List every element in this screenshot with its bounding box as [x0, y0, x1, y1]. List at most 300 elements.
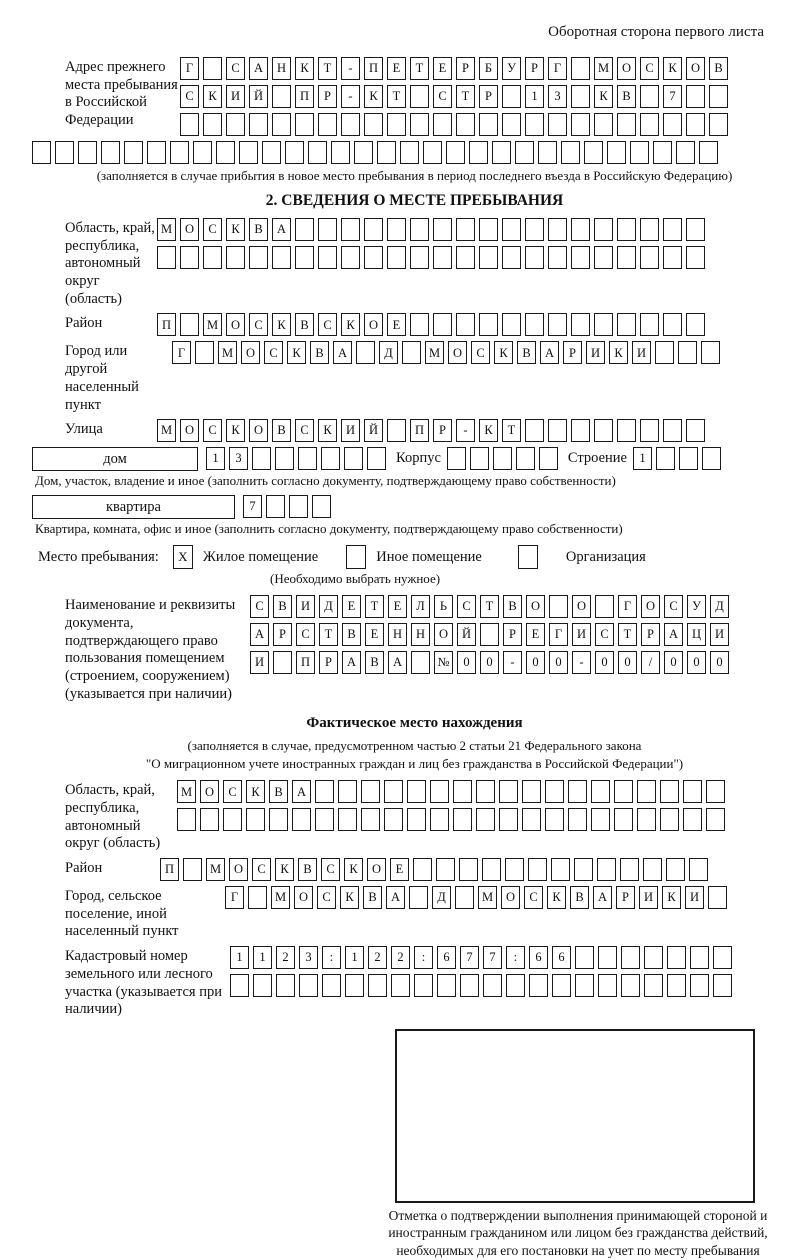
char-cell[interactable]: О	[448, 341, 467, 364]
char-cell[interactable]	[377, 141, 396, 164]
char-cell[interactable]: К	[609, 341, 628, 364]
char-cell[interactable]	[690, 974, 709, 997]
char-cell[interactable]	[147, 141, 166, 164]
char-cell[interactable]: М	[218, 341, 237, 364]
char-cell[interactable]: Г	[225, 886, 244, 909]
char-cell[interactable]: К	[494, 341, 513, 364]
char-cell[interactable]: Р	[616, 886, 635, 909]
char-cell[interactable]: Й	[249, 85, 268, 108]
char-cell[interactable]	[545, 780, 564, 803]
char-cell[interactable]: С	[250, 595, 269, 618]
char-cell[interactable]	[690, 946, 709, 969]
char-cell[interactable]: А	[593, 886, 612, 909]
char-cell[interactable]: А	[272, 218, 291, 241]
char-cell[interactable]	[266, 495, 285, 518]
char-cell[interactable]: И	[572, 623, 591, 646]
char-cell[interactable]: Р	[273, 623, 292, 646]
char-cell[interactable]	[686, 113, 705, 136]
char-cell[interactable]: Р	[456, 57, 475, 80]
char-cell[interactable]: Ц	[687, 623, 706, 646]
char-cell[interactable]: Д	[379, 341, 398, 364]
char-cell[interactable]: В	[272, 419, 291, 442]
char-cell[interactable]	[410, 246, 429, 269]
char-cell[interactable]: 0	[710, 651, 729, 674]
char-cell[interactable]	[470, 447, 489, 470]
char-cell[interactable]	[480, 623, 499, 646]
char-cell[interactable]	[272, 113, 291, 136]
char-cell[interactable]	[354, 141, 373, 164]
char-cell[interactable]	[591, 780, 610, 803]
char-cell[interactable]: С	[524, 886, 543, 909]
char-cell[interactable]	[384, 780, 403, 803]
char-cell[interactable]	[272, 85, 291, 108]
char-cell[interactable]: В	[273, 595, 292, 618]
char-cell[interactable]	[341, 218, 360, 241]
char-cell[interactable]	[249, 113, 268, 136]
char-cell[interactable]	[594, 218, 613, 241]
char-cell[interactable]: С	[249, 313, 268, 336]
char-cell[interactable]	[666, 858, 685, 881]
char-cell[interactable]	[447, 447, 466, 470]
char-cell[interactable]: В	[709, 57, 728, 80]
char-cell[interactable]: С	[471, 341, 490, 364]
char-cell[interactable]: К	[344, 858, 363, 881]
char-cell[interactable]	[455, 886, 474, 909]
char-cell[interactable]	[617, 218, 636, 241]
char-cell[interactable]: Е	[365, 623, 384, 646]
char-cell[interactable]	[276, 974, 295, 997]
char-cell[interactable]: К	[479, 419, 498, 442]
char-cell[interactable]	[157, 246, 176, 269]
char-cell[interactable]: В	[363, 886, 382, 909]
char-cell[interactable]	[660, 808, 679, 831]
char-cell[interactable]	[713, 946, 732, 969]
char-cell[interactable]: Н	[411, 623, 430, 646]
char-cell[interactable]: С	[252, 858, 271, 881]
char-cell[interactable]: С	[296, 623, 315, 646]
char-cell[interactable]	[124, 141, 143, 164]
char-cell[interactable]	[338, 780, 357, 803]
char-cell[interactable]: В	[295, 313, 314, 336]
char-cell[interactable]: А	[333, 341, 352, 364]
char-cell[interactable]	[515, 141, 534, 164]
char-cell[interactable]	[183, 858, 202, 881]
char-cell[interactable]: И	[685, 886, 704, 909]
char-cell[interactable]: 2	[276, 946, 295, 969]
char-cell[interactable]	[621, 946, 640, 969]
char-cell[interactable]: 2	[368, 946, 387, 969]
char-cell[interactable]	[195, 341, 214, 364]
char-cell[interactable]	[391, 974, 410, 997]
char-cell[interactable]: И	[250, 651, 269, 674]
char-cell[interactable]	[249, 246, 268, 269]
char-cell[interactable]: 7	[243, 495, 262, 518]
char-cell[interactable]	[430, 808, 449, 831]
char-cell[interactable]: Т	[618, 623, 637, 646]
char-cell[interactable]	[502, 246, 521, 269]
char-cell[interactable]	[341, 113, 360, 136]
char-cell[interactable]: О	[180, 218, 199, 241]
char-cell[interactable]: Т	[410, 57, 429, 80]
char-cell[interactable]	[663, 419, 682, 442]
char-cell[interactable]	[338, 808, 357, 831]
char-cell[interactable]: К	[594, 85, 613, 108]
char-cell[interactable]	[433, 246, 452, 269]
char-cell[interactable]: 3	[229, 447, 248, 470]
char-cell[interactable]	[246, 808, 265, 831]
char-cell[interactable]	[318, 218, 337, 241]
char-cell[interactable]: 1	[345, 946, 364, 969]
char-cell[interactable]: Е	[387, 313, 406, 336]
stay-option-other-checkbox[interactable]	[346, 545, 366, 569]
char-cell[interactable]	[584, 141, 603, 164]
char-cell[interactable]	[709, 85, 728, 108]
char-cell[interactable]	[387, 113, 406, 136]
char-cell[interactable]: М	[594, 57, 613, 80]
char-cell[interactable]	[571, 246, 590, 269]
char-cell[interactable]	[640, 113, 659, 136]
char-cell[interactable]: О	[200, 780, 219, 803]
char-cell[interactable]	[180, 113, 199, 136]
char-cell[interactable]: Д	[432, 886, 451, 909]
char-cell[interactable]: М	[157, 218, 176, 241]
char-cell[interactable]	[548, 419, 567, 442]
char-cell[interactable]: -	[341, 57, 360, 80]
char-cell[interactable]	[595, 595, 614, 618]
stay-option-organization-checkbox[interactable]	[518, 545, 538, 569]
char-cell[interactable]: О	[249, 419, 268, 442]
char-cell[interactable]	[701, 341, 720, 364]
char-cell[interactable]	[456, 246, 475, 269]
char-cell[interactable]: Е	[388, 595, 407, 618]
char-cell[interactable]: №	[434, 651, 453, 674]
char-cell[interactable]: А	[249, 57, 268, 80]
char-cell[interactable]: Г	[548, 57, 567, 80]
char-cell[interactable]: Т	[365, 595, 384, 618]
char-cell[interactable]: С	[295, 419, 314, 442]
char-cell[interactable]: С	[664, 595, 683, 618]
char-cell[interactable]	[479, 113, 498, 136]
char-cell[interactable]	[594, 113, 613, 136]
char-cell[interactable]: К	[272, 313, 291, 336]
char-cell[interactable]: Р	[641, 623, 660, 646]
char-cell[interactable]	[663, 218, 682, 241]
char-cell[interactable]	[322, 974, 341, 997]
char-cell[interactable]	[640, 85, 659, 108]
char-cell[interactable]: Т	[318, 57, 337, 80]
char-cell[interactable]	[617, 313, 636, 336]
char-cell[interactable]	[525, 113, 544, 136]
char-cell[interactable]: А	[342, 651, 361, 674]
char-cell[interactable]	[479, 313, 498, 336]
char-cell[interactable]: :	[414, 946, 433, 969]
char-cell[interactable]: -	[341, 85, 360, 108]
char-cell[interactable]	[516, 447, 535, 470]
char-cell[interactable]: О	[641, 595, 660, 618]
char-cell[interactable]	[598, 974, 617, 997]
char-cell[interactable]: К	[226, 218, 245, 241]
char-cell[interactable]	[252, 447, 271, 470]
char-cell[interactable]	[713, 974, 732, 997]
char-cell[interactable]	[663, 246, 682, 269]
char-cell[interactable]	[571, 113, 590, 136]
char-cell[interactable]	[549, 595, 568, 618]
char-cell[interactable]	[459, 858, 478, 881]
char-cell[interactable]	[248, 886, 267, 909]
char-cell[interactable]: В	[342, 623, 361, 646]
char-cell[interactable]: С	[640, 57, 659, 80]
char-cell[interactable]: Т	[456, 85, 475, 108]
char-cell[interactable]	[522, 808, 541, 831]
char-cell[interactable]: 6	[437, 946, 456, 969]
char-cell[interactable]	[640, 246, 659, 269]
char-cell[interactable]: Г	[549, 623, 568, 646]
char-cell[interactable]	[101, 141, 120, 164]
char-cell[interactable]: Г	[618, 595, 637, 618]
char-cell[interactable]: 7	[483, 946, 502, 969]
char-cell[interactable]	[402, 341, 421, 364]
char-cell[interactable]	[341, 246, 360, 269]
char-cell[interactable]	[643, 858, 662, 881]
char-cell[interactable]: П	[157, 313, 176, 336]
char-cell[interactable]	[430, 780, 449, 803]
char-cell[interactable]: С	[203, 218, 222, 241]
char-cell[interactable]: 6	[552, 946, 571, 969]
char-cell[interactable]: Ь	[434, 595, 453, 618]
char-cell[interactable]	[469, 141, 488, 164]
char-cell[interactable]: О	[501, 886, 520, 909]
char-cell[interactable]: С	[203, 419, 222, 442]
char-cell[interactable]	[663, 313, 682, 336]
char-cell[interactable]	[411, 651, 430, 674]
char-cell[interactable]	[407, 780, 426, 803]
char-cell[interactable]: Р	[319, 651, 338, 674]
char-cell[interactable]: Т	[502, 419, 521, 442]
char-cell[interactable]	[387, 419, 406, 442]
char-cell[interactable]: Е	[390, 858, 409, 881]
char-cell[interactable]: О	[367, 858, 386, 881]
char-cell[interactable]: Е	[526, 623, 545, 646]
char-cell[interactable]	[226, 246, 245, 269]
char-cell[interactable]	[203, 113, 222, 136]
char-cell[interactable]	[483, 974, 502, 997]
char-cell[interactable]	[482, 858, 501, 881]
char-cell[interactable]: 1	[206, 447, 225, 470]
char-cell[interactable]: В	[503, 595, 522, 618]
char-cell[interactable]: К	[226, 419, 245, 442]
char-cell[interactable]: 1	[230, 946, 249, 969]
char-cell[interactable]: С	[457, 595, 476, 618]
char-cell[interactable]: Р	[479, 85, 498, 108]
char-cell[interactable]: С	[264, 341, 283, 364]
char-cell[interactable]	[663, 113, 682, 136]
char-cell[interactable]	[568, 808, 587, 831]
char-cell[interactable]: 1	[253, 946, 272, 969]
char-cell[interactable]	[699, 141, 718, 164]
char-cell[interactable]	[706, 780, 725, 803]
char-cell[interactable]	[361, 808, 380, 831]
char-cell[interactable]	[295, 246, 314, 269]
char-cell[interactable]	[502, 218, 521, 241]
char-cell[interactable]	[453, 808, 472, 831]
char-cell[interactable]: 2	[391, 946, 410, 969]
char-cell[interactable]	[575, 974, 594, 997]
char-cell[interactable]	[203, 57, 222, 80]
char-cell[interactable]	[239, 141, 258, 164]
char-cell[interactable]	[318, 113, 337, 136]
char-cell[interactable]	[275, 447, 294, 470]
char-cell[interactable]	[686, 419, 705, 442]
char-cell[interactable]: К	[547, 886, 566, 909]
char-cell[interactable]: П	[295, 85, 314, 108]
char-cell[interactable]	[689, 858, 708, 881]
char-cell[interactable]	[230, 974, 249, 997]
char-cell[interactable]: М	[425, 341, 444, 364]
char-cell[interactable]	[273, 651, 292, 674]
char-cell[interactable]: О	[294, 886, 313, 909]
char-cell[interactable]: О	[572, 595, 591, 618]
char-cell[interactable]: У	[502, 57, 521, 80]
char-cell[interactable]	[640, 419, 659, 442]
char-cell[interactable]	[180, 246, 199, 269]
char-cell[interactable]: И	[586, 341, 605, 364]
char-cell[interactable]: 6	[529, 946, 548, 969]
char-cell[interactable]: Р	[563, 341, 582, 364]
char-cell[interactable]	[479, 218, 498, 241]
char-cell[interactable]: 1	[525, 85, 544, 108]
char-cell[interactable]	[400, 141, 419, 164]
char-cell[interactable]: 7	[460, 946, 479, 969]
char-cell[interactable]	[598, 946, 617, 969]
char-cell[interactable]: Т	[319, 623, 338, 646]
char-cell[interactable]: М	[157, 419, 176, 442]
char-cell[interactable]	[568, 780, 587, 803]
char-cell[interactable]	[308, 141, 327, 164]
char-cell[interactable]: С	[318, 313, 337, 336]
char-cell[interactable]: О	[364, 313, 383, 336]
char-cell[interactable]	[289, 495, 308, 518]
char-cell[interactable]: О	[229, 858, 248, 881]
char-cell[interactable]	[433, 313, 452, 336]
char-cell[interactable]	[285, 141, 304, 164]
char-cell[interactable]	[384, 808, 403, 831]
char-cell[interactable]	[617, 419, 636, 442]
char-cell[interactable]	[200, 808, 219, 831]
char-cell[interactable]: К	[318, 419, 337, 442]
char-cell[interactable]	[295, 218, 314, 241]
char-cell[interactable]	[676, 141, 695, 164]
char-cell[interactable]	[410, 218, 429, 241]
char-cell[interactable]	[594, 419, 613, 442]
char-cell[interactable]	[356, 341, 375, 364]
char-cell[interactable]	[364, 246, 383, 269]
char-cell[interactable]: М	[478, 886, 497, 909]
char-cell[interactable]	[702, 447, 721, 470]
char-cell[interactable]: 0	[595, 651, 614, 674]
char-cell[interactable]	[506, 974, 525, 997]
char-cell[interactable]: -	[572, 651, 591, 674]
char-cell[interactable]	[686, 218, 705, 241]
char-cell[interactable]: П	[160, 858, 179, 881]
char-cell[interactable]	[551, 858, 570, 881]
char-cell[interactable]	[476, 780, 495, 803]
char-cell[interactable]: А	[540, 341, 559, 364]
char-cell[interactable]	[387, 218, 406, 241]
char-cell[interactable]: 7	[663, 85, 682, 108]
char-cell[interactable]	[617, 113, 636, 136]
char-cell[interactable]: К	[364, 85, 383, 108]
char-cell[interactable]: Г	[172, 341, 191, 364]
char-cell[interactable]: К	[287, 341, 306, 364]
char-cell[interactable]: В	[249, 218, 268, 241]
char-cell[interactable]: Е	[387, 57, 406, 80]
apartment-field-box[interactable]: квартира	[32, 495, 235, 519]
char-cell[interactable]	[410, 85, 429, 108]
char-cell[interactable]	[548, 218, 567, 241]
char-cell[interactable]	[528, 858, 547, 881]
char-cell[interactable]: К	[275, 858, 294, 881]
char-cell[interactable]	[456, 218, 475, 241]
char-cell[interactable]: И	[341, 419, 360, 442]
char-cell[interactable]	[614, 808, 633, 831]
char-cell[interactable]	[522, 780, 541, 803]
char-cell[interactable]	[78, 141, 97, 164]
char-cell[interactable]: В	[570, 886, 589, 909]
char-cell[interactable]	[594, 313, 613, 336]
char-cell[interactable]	[548, 313, 567, 336]
char-cell[interactable]	[571, 313, 590, 336]
char-cell[interactable]: В	[310, 341, 329, 364]
char-cell[interactable]	[318, 246, 337, 269]
char-cell[interactable]	[367, 447, 386, 470]
char-cell[interactable]	[499, 808, 518, 831]
char-cell[interactable]	[253, 974, 272, 997]
char-cell[interactable]	[525, 313, 544, 336]
char-cell[interactable]	[525, 218, 544, 241]
char-cell[interactable]: М	[271, 886, 290, 909]
char-cell[interactable]: О	[241, 341, 260, 364]
char-cell[interactable]	[453, 780, 472, 803]
char-cell[interactable]	[614, 780, 633, 803]
char-cell[interactable]	[591, 808, 610, 831]
char-cell[interactable]: О	[686, 57, 705, 80]
char-cell[interactable]	[653, 141, 672, 164]
char-cell[interactable]: Б	[479, 57, 498, 80]
char-cell[interactable]	[299, 974, 318, 997]
char-cell[interactable]	[708, 886, 727, 909]
char-cell[interactable]: В	[269, 780, 288, 803]
char-cell[interactable]: И	[226, 85, 245, 108]
char-cell[interactable]	[678, 341, 697, 364]
char-cell[interactable]	[683, 780, 702, 803]
char-cell[interactable]: П	[364, 57, 383, 80]
char-cell[interactable]	[548, 246, 567, 269]
char-cell[interactable]	[410, 113, 429, 136]
char-cell[interactable]	[423, 141, 442, 164]
char-cell[interactable]	[525, 246, 544, 269]
char-cell[interactable]: /	[641, 651, 660, 674]
char-cell[interactable]	[571, 85, 590, 108]
char-cell[interactable]: -	[456, 419, 475, 442]
char-cell[interactable]: Е	[342, 595, 361, 618]
char-cell[interactable]	[460, 974, 479, 997]
char-cell[interactable]	[262, 141, 281, 164]
char-cell[interactable]: Л	[411, 595, 430, 618]
char-cell[interactable]: А	[386, 886, 405, 909]
char-cell[interactable]: 0	[480, 651, 499, 674]
char-cell[interactable]: -	[503, 651, 522, 674]
char-cell[interactable]	[364, 113, 383, 136]
